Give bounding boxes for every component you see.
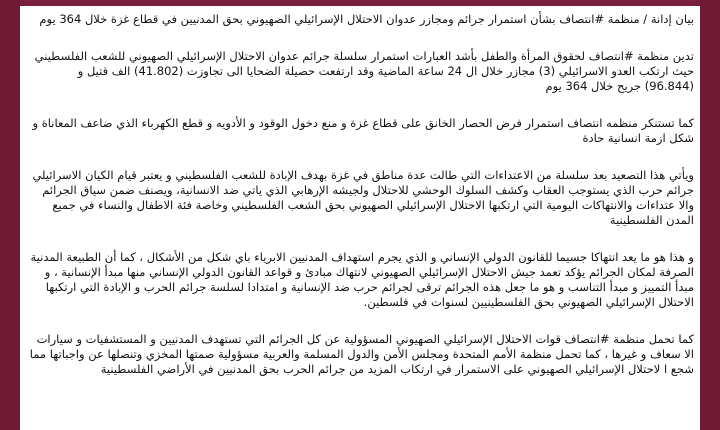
statement-title: بيان إدانة / منظمة #انتصاف بشأن استمرار جرائم ومجازر عدوان الاحتلال الإسرائيلي الصهيوني بحق المدنيين في قطاع غزة خلال 364 يوم: [39, 12, 694, 26]
paragraph-escalation: ويأتي هذا التصعيد بعد سلسلة من الاعتداءات التي طالت عدة مناطق في غزة بهدف الإبادة للشعب الفلسطيني و يعتبر قيام الكيان الاسرائيلي جرائم حرب الذي يستوجب العقاب وكشف السلوك الوحشي للاحتلال ولجيشه الإرهابي الذي ياتي ضد الانسانية، ويصنف ضمن سياق الجرائم والا عتداءات والانتهاكات اليومية التي ارتكبها الاحتلال الإسرائيلي الصهيوني بحق الشعب الفلسطيني وخاصة فئة الاطفال والنساء في جميع المدن الفلسطينية: [32, 168, 694, 227]
top-accent-bar: [20, 0, 700, 6]
statement-sheet: [20, 0, 700, 430]
paragraph-violation: و هذا هو ما يعد انتهاكا جسيما للقانون الدولي الإنساني و الذي يجرم استهداف المدنيين الابرياء باي شكل من الأشكال ، كما أن الطبيعة المدنية الصرفة لمكان الجرائم يؤكد تعمد جيش الاحتلال الإسرائيلي الصهيوني لانتهاك مبادئ و قواعد القانون الدولي الإنساني منها مبدأ الإنسانية ، و مبدأ التمييز و مبدأ التناسب و هو ما جعل هذه الجرائم ترقى لجرائم حرب ضد الإنسانية و امتدادا لسلسة جرائم الحرب و الإبادة التي ارتكبها الاحتلال الإسرائيلي الصهيوني بحق الفلسطينيين لسنوات في فلسطين.: [30, 250, 694, 309]
paragraph-siege: كما تستنكر منظمه انتصاف استمرار فرض الحصار الخانق على قطاع غزة و منع دخول الوقود و الأدويه و قطع الكهرباء الذي ضاعف المعاناة و شكل ازمة انسانية حادة: [32, 116, 694, 145]
paragraph-responsibility: كما تحمل منظمة #انتصاف قوات الاحتلال الإسرائيلي الصهيوني المسؤولية عن كل الجرائم التي تستهدف المدنيين و المستشفيات و سيارات الا سعاف و غيرها ، كما تحمل منظمة الأمم المتحدة ومجلس الأمن والدول المسلمة والعربية مسؤولية صمتها المخزي وتنصلها عن واجباتها مما شجع ا لاحتلال الإسرائيلي الصهيوني على الاستمرار في ارتكاب المزيد من جرائم الحرب بحق المدنيين في الأراضي الفلسطينية: [29, 332, 694, 376]
paragraph-condemnation: تدين منظمة #انتصاف لحقوق المرأة والطفل بأشد العبارات استمرار سلسلة جرائم عدوان الاحتلال الإسرائيلي الصهيوني للشعب الفلسطيني حيث ارتكب العدو الاسرائيلي (3) مجازر خلال ال 24 ساعة الماضية وقد ارتفعت حصيلة الضحايا الى تجاوزت (41.802) الف قتيل و (96.844) جريح خلال 364 يوم: [34, 49, 694, 93]
statement-content: [26, 12, 694, 430]
